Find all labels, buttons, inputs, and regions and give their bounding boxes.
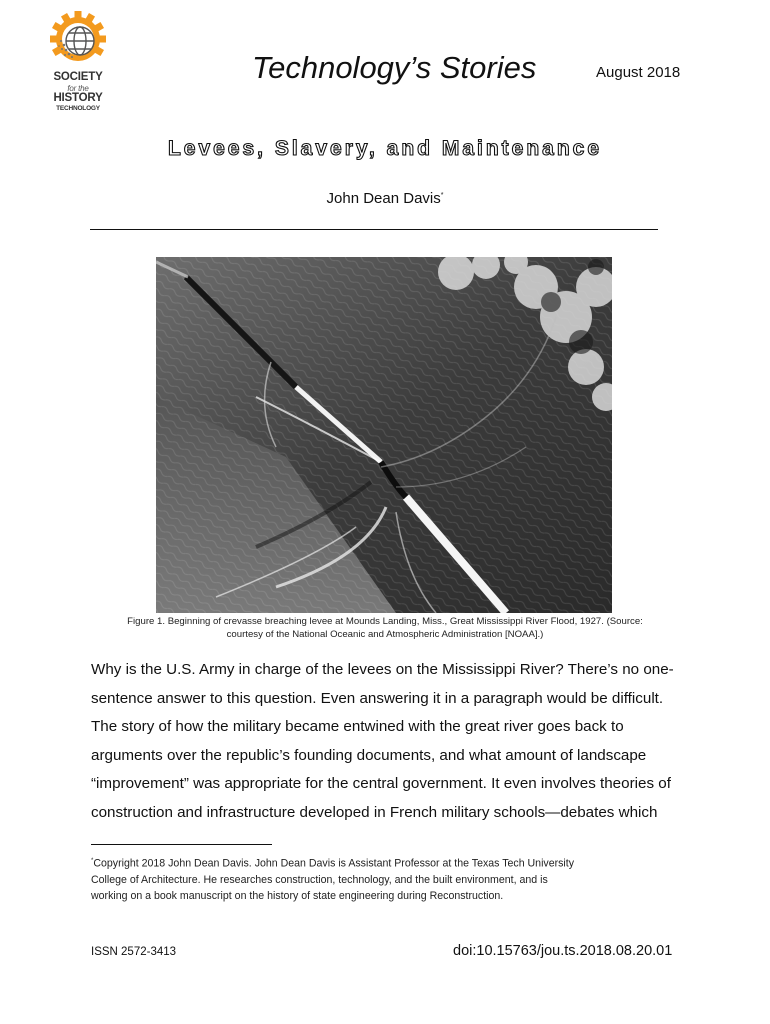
logo-text-technology: TECHNOLOGY — [56, 105, 100, 112]
logo-text-history: HISTORY — [53, 92, 103, 104]
aerial-photo-crevasse-image — [156, 257, 612, 613]
title-divider — [90, 229, 658, 230]
figure-caption — [94, 615, 676, 641]
caption-line: courtesy of the National Oceanic and Atmospheric Administration [NOAA].) — [226, 629, 544, 640]
footnote-divider — [91, 844, 272, 845]
logo-text-for-the: for the — [67, 84, 89, 93]
society-history-technology-logo — [46, 10, 110, 110]
footnote-line: College of Architecture. He researches construction, technology, and the built environment, and is — [91, 873, 548, 886]
author-footnote-mark[interactable]: * — [440, 192, 444, 199]
body-line: Why is the U.S. Army in charge of the levees on the Mississippi River? There’s no one- — [91, 661, 674, 678]
logo-text-society: SOCIETY — [53, 71, 103, 83]
author-name: John Dean Davis — [326, 190, 441, 207]
caption-line: Figure 1. Beginning of crevasse breaching levee at Mounds Landing, Miss., Great Mississippi River Flood, 1927. (Source: — [127, 616, 643, 627]
footnote — [91, 853, 683, 904]
gear-globe-icon — [49, 10, 107, 68]
footnote-mark: * — [91, 858, 94, 864]
journal-title: Technology’s Stories — [252, 50, 537, 85]
body-line: sentence answer to this question. Even answering it in a paragraph would be difficult. — [91, 689, 664, 707]
figure-image — [156, 257, 612, 613]
footnote-line: *Copyright 2018 John Dean Davis. John Dean Davis is Assistant Professor at the Texas Tech University — [91, 857, 575, 870]
body-line: arguments over the republic’s founding documents, and what amount of landscape — [91, 746, 647, 764]
article-title: Levees, Slavery, and Maintenance — [167, 137, 603, 160]
body-line: The story of how the military became entwined with the great river goes back to — [91, 718, 624, 736]
footnote-line: working on a book manuscript on the history of state engineering during Reconstruction. — [91, 889, 504, 902]
author-line — [0, 190, 770, 207]
body-line: “improvement” was appropriate for the central government. It even involves theories of — [91, 775, 671, 793]
body-paragraph — [91, 656, 681, 828]
doi-link[interactable]: doi:10.15763/jou.ts.2018.08.20.01 — [453, 943, 673, 959]
body-line: construction and infrastructure developed in French military schools—debates which — [91, 803, 658, 821]
issn-number: ISSN 2572-3413 — [91, 946, 177, 958]
issue-date: August 2018 — [596, 64, 681, 81]
